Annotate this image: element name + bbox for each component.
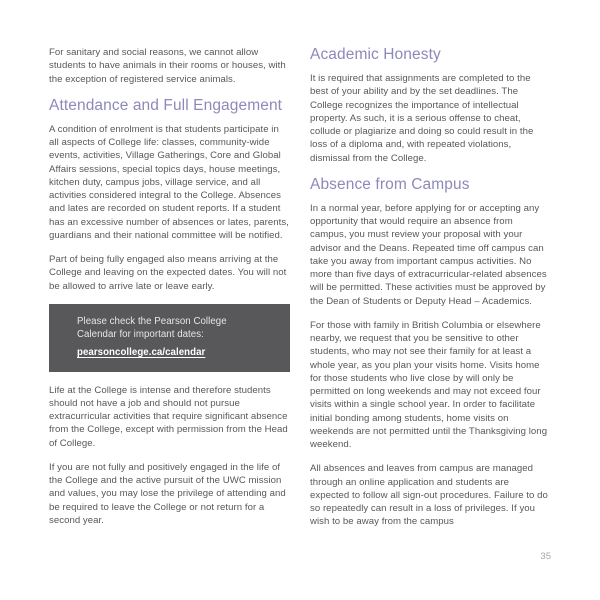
heading-attendance-and-full-engagement: Attendance and Full Engagement	[49, 96, 283, 114]
callout-line-2: Calendar for important dates:	[77, 329, 204, 341]
paragraph-absence-management: All absences and leaves from campus are managed through an online application and students are expected to follow all sign-out procedures. Failure to do so repeatedly can result in a loss of privileges. If you wish to be away from the campus	[310, 463, 548, 528]
heading-absence-from-campus: Absence from Campus	[310, 175, 470, 193]
paragraph-life-at-college: Life at the College is intense and therefore students should not have a job and should not pursue extracurricular activities that require significant absence from the College, except with permission from the Head of College.	[49, 384, 288, 449]
paragraph-fully-engaged-arrival: Part of being fully engaged also means arriving at the College and leaving on the expected dates. You will not be allowed to arrive late or leave early.	[49, 254, 287, 292]
pearson-calendar-link[interactable]: pearsoncollege.ca/calendar	[77, 346, 206, 358]
callout-line-1: Please check the Pearson College	[77, 315, 227, 327]
paragraph-family-visits: For those with family in British Columbia or elsewhere nearby, we request that you be sensitive to other students, who may not see their family for at least a whole year, as you plan your visits home. Visits home for those students who live close by will only be permitted on long weekends and may not exceed four visits within a single school year. In order to facilitate initial bonding among students, home visits on weekends are not permitted until the Thanksgiving long weekend.	[310, 319, 548, 450]
page-number: 35	[540, 551, 551, 562]
paragraph-absence-approval: In a normal year, before applying for or accepting any opportunity that would require an absence from campus, you must review your proposal with your advisor and the Deans. Repeated time off campus can take you away from important campus activities. No more than five days of extracurricular-related absences will be permitted. These activities must be approved by the Dean of Students or Deputy Head – Academics.	[310, 202, 547, 307]
calendar-callout-box	[49, 304, 290, 372]
paragraph-condition-of-enrolment: A condition of enrolment is that students participate in all aspects of College life: classes, community-wide events, activities, Village Gatherings, Core and Global Affairs sessions, special topics days, house meetings, kitchen duty, campus jobs, village service, and all activities considered integral to the College. Absences and lates are recorded on student reports. If a student has an excessive number of absences or lates, parents, guardians and their national committee will be notified.	[49, 123, 289, 241]
paragraph-academic-honesty: It is required that assignments are completed to the best of your ability and by the set deadlines. The College recognizes the importance of intellectual property. As such, it is a serious offense to cheat, collude or plagiarize and doing so could result in the loss of a diploma and, with repeated violations, dismissal from the College.	[310, 73, 534, 164]
left-column	[49, 46, 289, 529]
paragraph-not-fully-engaged: If you are not fully and positively engaged in the life of the College and the active pursuit of the UWC mission and values, you may lose the privilege of attending and be required to leave the College or not return for a second year.	[49, 461, 286, 526]
paragraph-service-animals: For sanitary and social reasons, we cannot allow students to have animals in their rooms or houses, with the exception of registered service animals.	[49, 47, 286, 85]
right-column	[310, 46, 550, 529]
heading-academic-honesty: Academic Honesty	[310, 46, 441, 63]
two-column-layout	[49, 46, 551, 529]
